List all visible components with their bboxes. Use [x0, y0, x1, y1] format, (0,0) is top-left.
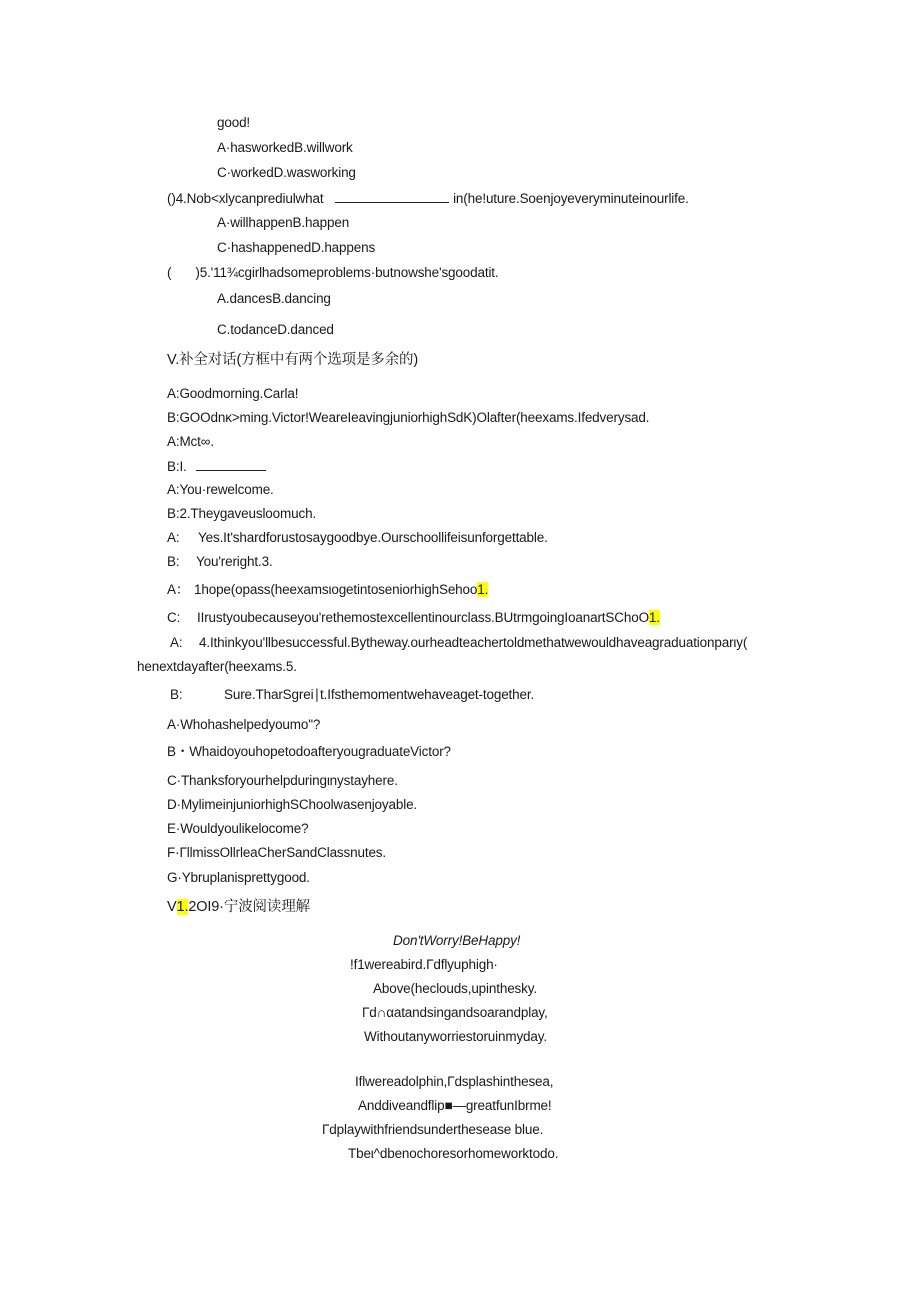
section-6-prefix: V	[167, 899, 177, 915]
dialogue-line-8-speaker: B:	[167, 554, 180, 569]
dialogue-line-10	[197, 609, 660, 627]
dialogue-line-9	[194, 581, 488, 599]
dialogue-line-2: B:GOOdnκ>ming.Victor!WeareIeavingjuniorhighSdK)Olafter(heexams.Ifedverysad.	[167, 410, 650, 425]
q3-tail: good!	[217, 115, 251, 130]
option-f: F·ΓllmissOllrleaCherSandClassnutes.	[167, 845, 387, 860]
q5-options-cd: C.todanceD.danced	[217, 322, 334, 337]
dialogue-line-9-text: 1hope(opass(heexamsιogetintoseniorhighSehoo	[194, 582, 478, 597]
dialogue-line-3: A:Mct∞.	[167, 434, 214, 449]
poem-title: Don'tWorry!BeHappy!	[393, 933, 521, 948]
q4-prefix: ()4.Nob<xlycanprediulwhat	[167, 191, 324, 206]
q5-question	[167, 264, 499, 282]
option-a: A·Whohashelpedyoumo"?	[167, 717, 321, 732]
dialogue-line-11-speaker: A:	[170, 635, 183, 650]
dialogue-blank-1[interactable]	[196, 457, 266, 471]
section-6-heading	[167, 898, 310, 916]
dialogue-line-10-text: IIrustyoubecauseyou'rethemostexcellentinourclass.BUtrmgoingIoanartSChoO	[197, 610, 649, 625]
dialogue-line-8: You'reright.3.	[196, 554, 273, 569]
poem-stanza-2-line-3: Γdplaywithfriendsunderthesease blue.	[322, 1122, 544, 1137]
q4-suffix: in(he!uture.Soenjoyeveryminuteinourlife.	[453, 191, 689, 206]
q3-options-cd: C·workedD.wasworking	[217, 165, 356, 180]
dialogue-line-11-continued: henextdayafter(heexams.5.	[137, 659, 297, 674]
dialogue-line-7: Yes.It'shardforustosaygoodbye.Ourschoollifeisunforgettable.	[198, 530, 548, 545]
q4-options-cd: C·hashappenedD.happens	[217, 240, 376, 255]
q5-options-ab: A.dancesB.dancing	[217, 291, 331, 306]
poem-stanza-1-line-3: Γd∩αatandsingandsoarandplay,	[362, 1005, 548, 1020]
section-5-heading: V.补全对话(方框中有两个选项是多余的)	[167, 352, 419, 368]
dialogue-line-12: Sure.TharSgrei∣t.Ifsthemomentwehaveaget-together.	[224, 687, 535, 702]
section-6-highlight: 1.	[176, 899, 189, 915]
dialogue-line-10-highlight: 1.	[648, 610, 660, 625]
poem-stanza-1-line-4: Withoutanyworriestoruinmyday.	[364, 1029, 547, 1044]
option-d: D·MylimeinjuniorhighSChoolwasenjoyable.	[167, 797, 418, 812]
dialogue-line-9-speaker: A：	[167, 582, 190, 597]
poem-stanza-2-line-2: Anddiveandflip■—greatfunIbrme!	[358, 1098, 552, 1113]
option-g: G·Ybruplanisprettygood.	[167, 870, 310, 885]
dialogue-line-5: A:You·rewelcome.	[167, 482, 274, 497]
option-c: C·Thanksforyourhelpduringιnystayhere.	[167, 773, 398, 788]
dialogue-line-12-speaker: B:	[170, 687, 183, 702]
q4-answer-blank[interactable]	[335, 189, 449, 203]
option-b: B・WhaidoyouhopetodoafteryougraduateVictor?	[167, 744, 451, 759]
dialogue-line-6: B:2.Theygaveusloomuch.	[167, 506, 317, 521]
option-e: E·Wouldyoulikelocome?	[167, 821, 309, 836]
q5-paren: (	[167, 265, 172, 280]
q3-options-ab: A·hasworkedB.willwork	[217, 140, 353, 155]
dialogue-line-7-speaker: A:	[167, 530, 180, 545]
q5-text: )5.'11¾cgirlhadsomeproblems·butnowshe'sgoodatit.	[195, 265, 499, 280]
poem-stanza-2-line-1: Iflwereadolphin,Γdsplashinthesea,	[355, 1074, 554, 1089]
dialogue-line-4	[167, 457, 266, 476]
dialogue-line-1: A:Goodmorning.Carla!	[167, 386, 299, 401]
section-6-title: 2OI9·宁波阅读理解	[188, 899, 310, 915]
poem-stanza-2-line-4: Tbeι^dbenochoresorhomeworktodo.	[348, 1146, 559, 1161]
poem-stanza-1-line-2: Above(heclouds,upinthesky.	[373, 981, 537, 996]
q4-options-ab: A·willhappenB.happen	[217, 215, 350, 230]
dialogue-line-10-speaker: C:	[167, 610, 181, 625]
dialogue-line-4-text: B:I.	[167, 459, 187, 474]
dialogue-line-9-highlight: 1.	[477, 582, 489, 597]
q4-question	[167, 189, 689, 208]
poem-stanza-1-line-1: !f1wereabird.Γdflyuphigh·	[350, 957, 498, 972]
dialogue-line-11: 4.Ithinkyou'llbesuccessful.Bytheway.ourheadteachertoldmethatwewouldhaveagraduationparιy(	[199, 635, 748, 650]
